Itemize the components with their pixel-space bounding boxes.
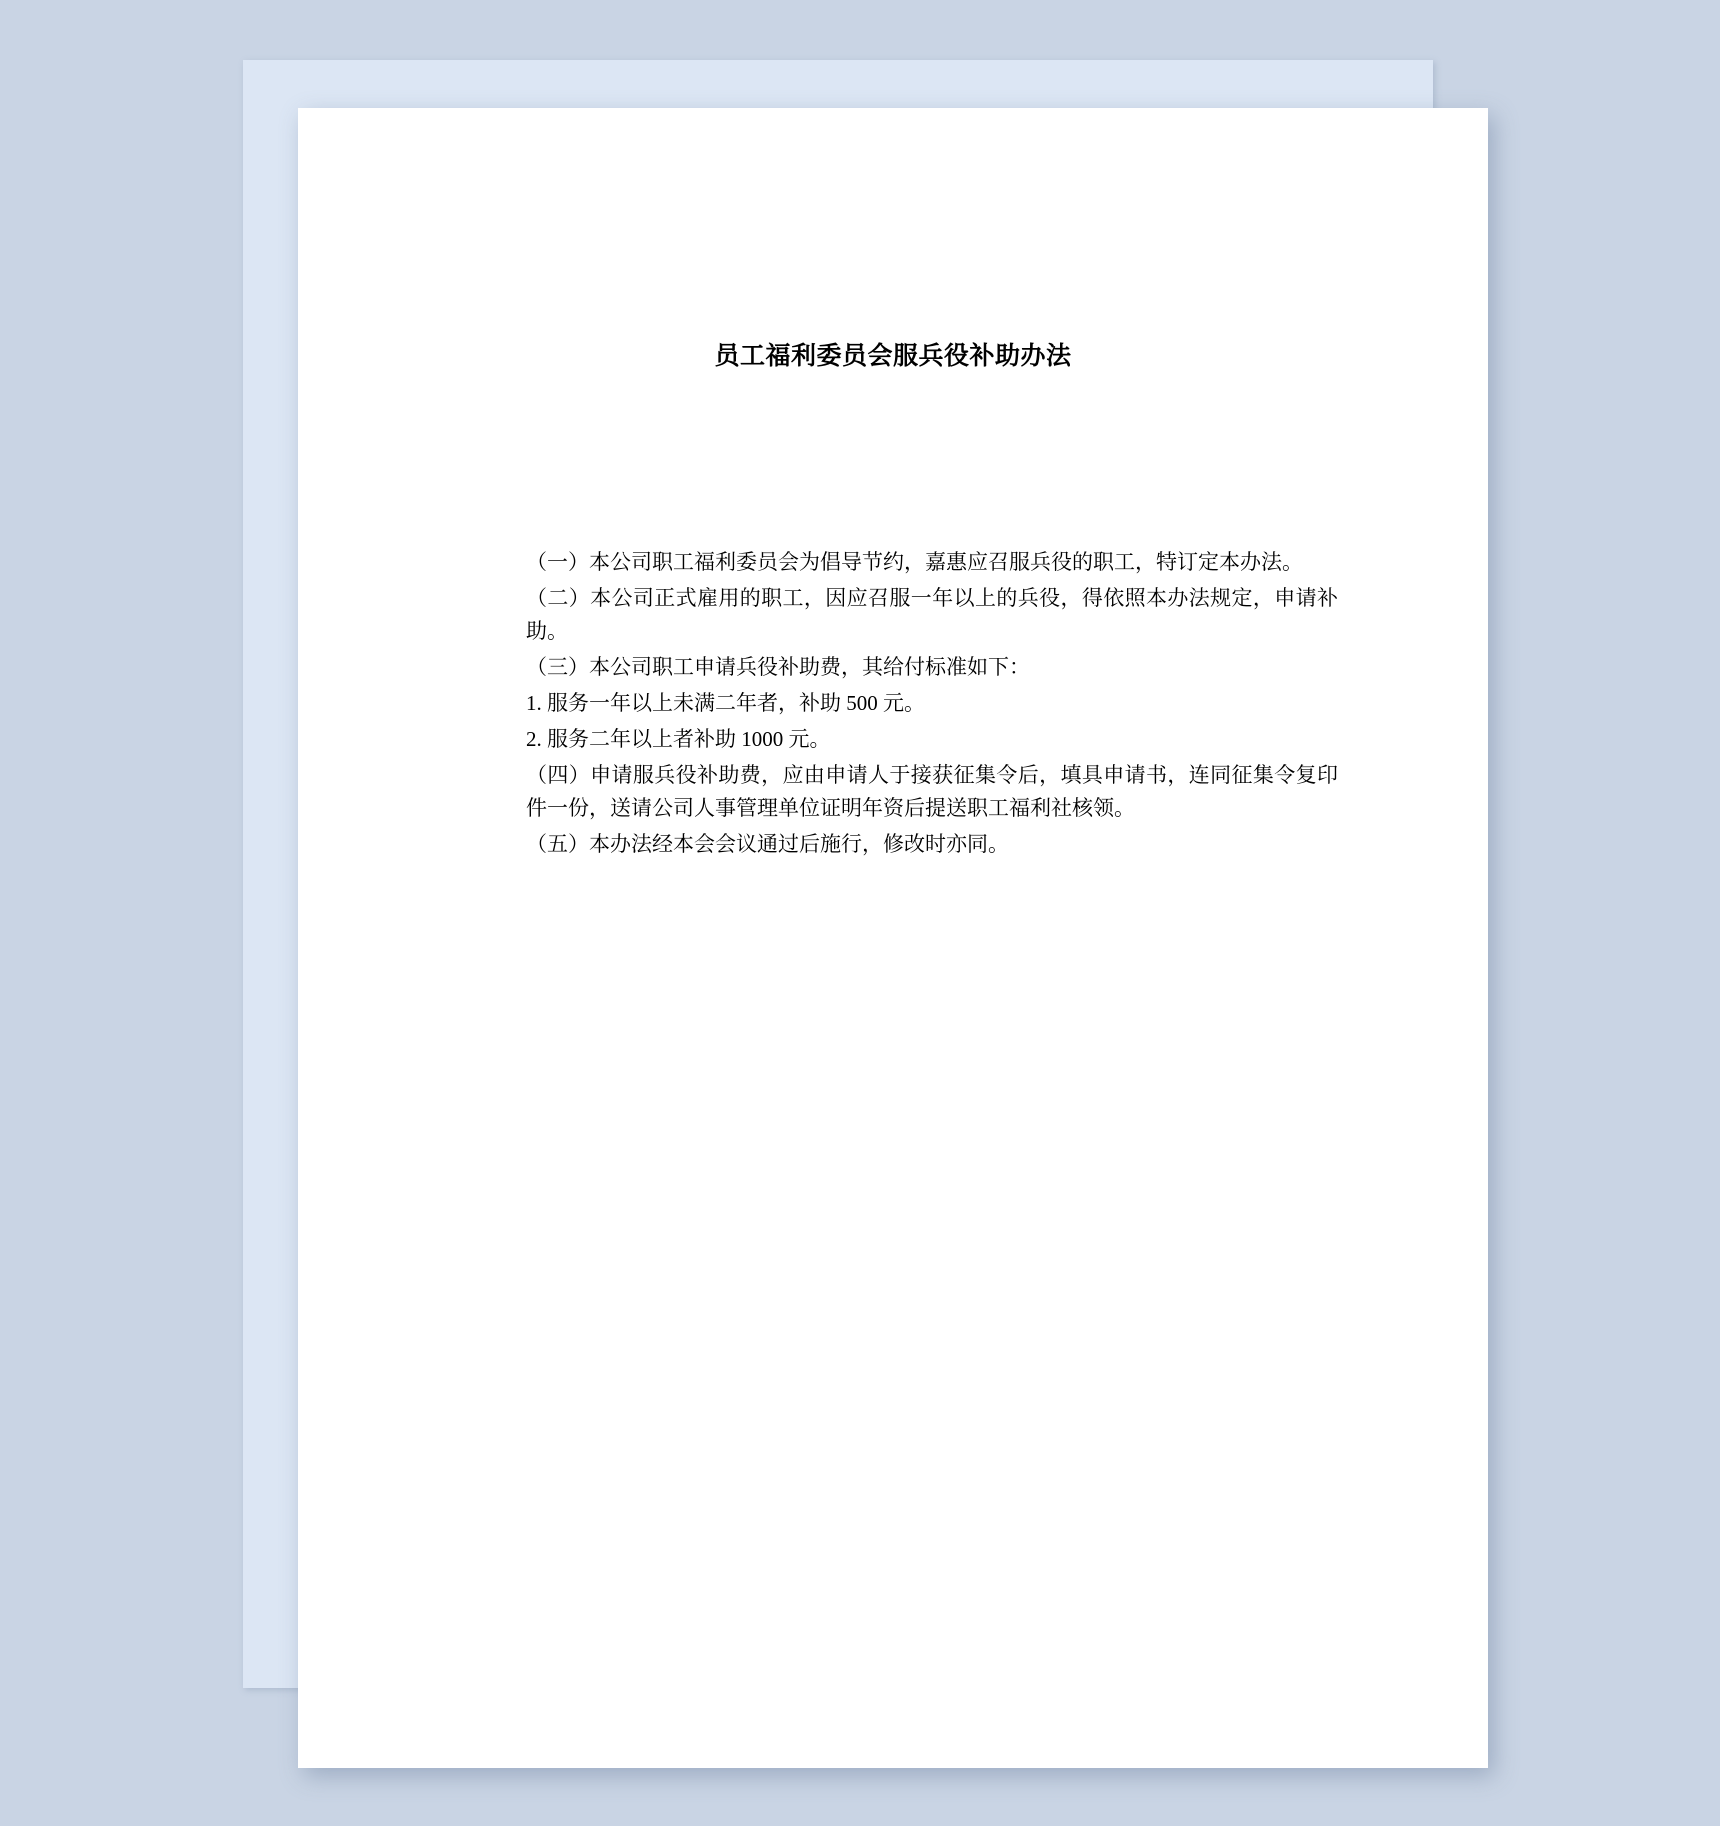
body-paragraph-3: （三）本公司职工申请兵役补助费，其给付标准如下：: [526, 655, 1030, 679]
body-paragraph-4: （四）申请服兵役补助费，应由申请人于接获征集令后，填具申请书，连同征集令复印件一份，送请公司人事管理单位证明年资后提送职工福利社核领。: [526, 763, 1338, 820]
body-paragraph-2: （二）本公司正式雇用的职工，因应召服一年以上的兵役，得依照本办法规定，申请补助。: [526, 586, 1338, 643]
body-list-item-2: 2. 服务二年以上者补助 1000 元。: [526, 727, 831, 751]
page-content: [298, 108, 1488, 1768]
document-page: [298, 108, 1488, 1768]
page-title: 员工福利委员会服兵役补助办法: [714, 343, 1072, 370]
body-paragraph-5: （五）本办法经本会会议通过后施行，修改时亦同。: [526, 832, 1009, 856]
body-list-item-1: 1. 服务一年以上未满二年者，补助 500 元。: [526, 691, 925, 715]
document-body: [484, 546, 1338, 864]
body-paragraph-1: （一）本公司职工福利委员会为倡导节约，嘉惠应召服兵役的职工，特订定本办法。: [526, 550, 1303, 574]
